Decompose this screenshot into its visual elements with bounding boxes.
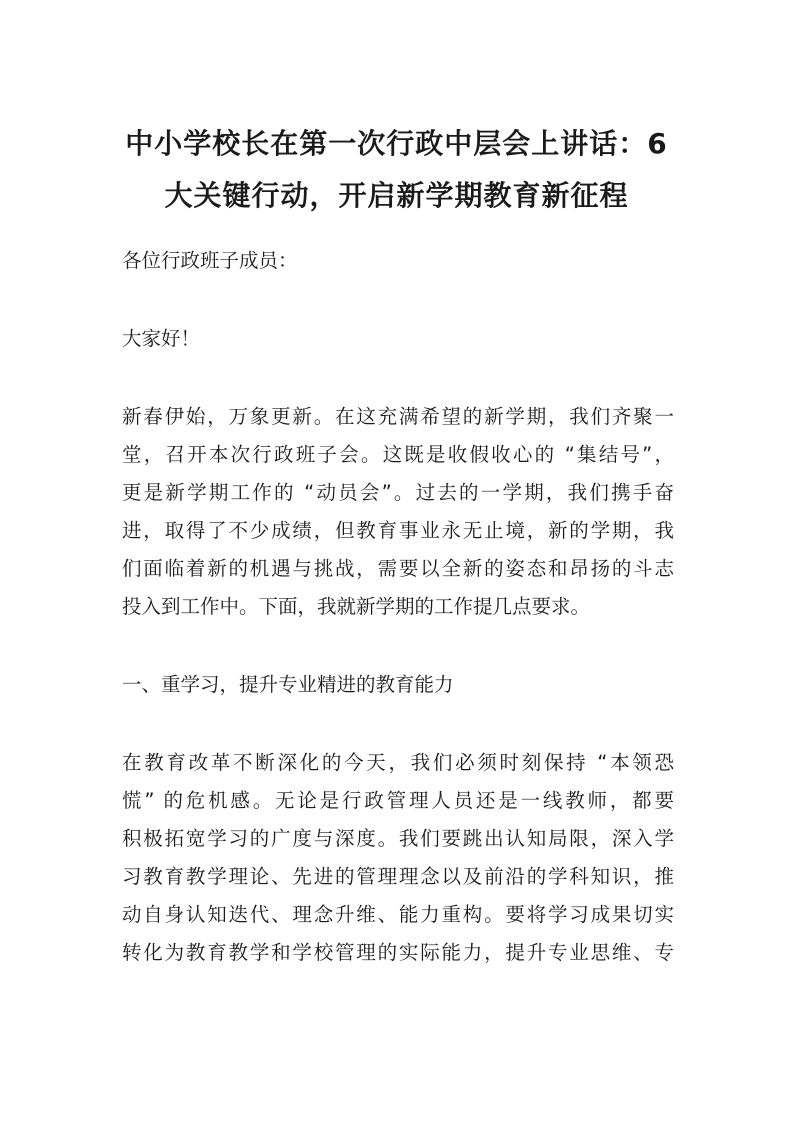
paragraph-line: 投入到工作中。下面，我就新学期的工作提几点要求。	[122, 595, 591, 618]
paragraph-line: 进，取得了不少成绩，但教育事业永无止境，新的学期，我	[122, 519, 674, 542]
document-title	[100, 118, 693, 222]
salutation: 各位行政班子成员：	[122, 249, 298, 272]
paragraph-line: 转化为教育教学和学校管理的实际能力，提升专业思维、专	[122, 941, 674, 964]
paragraph-line: 新春伊始，万象更新。在这充满希望的新学期，我们齐聚一	[122, 405, 674, 428]
title-line: 中小学校长在第一次行政中层会上讲话：6	[125, 127, 668, 160]
paragraph-line: 们面临着新的机遇与挑战，需要以全新的姿态和昂扬的斗志	[122, 557, 674, 580]
section-heading: 一、重学习，提升专业精进的教育能力	[122, 673, 454, 696]
greeting: 大家好！	[122, 327, 201, 350]
intro-paragraph	[122, 398, 674, 626]
title-line: 大关键行动，开启新学期教育新征程	[164, 179, 629, 212]
paragraph-line: 慌” 的危机感。无论是行政管理人员还是一线教师，都要	[122, 789, 674, 812]
paragraph-line: 动自身认知迭代、理念升维、能力重构。要将学习成果切实	[122, 903, 674, 926]
paragraph-line: 在教育改革不断深化的今天，我们必须时刻保持 “本领恐	[122, 751, 674, 774]
paragraph-line: 更是新学期工作的 “动员会”。过去的一学期，我们携手奋	[122, 481, 674, 504]
paragraph-line: 习教育教学理论、先进的管理理念以及前沿的学科知识，推	[122, 865, 674, 888]
paragraph-line: 积极拓宽学习的广度与深度。我们要跳出认知局限，深入学	[122, 827, 674, 850]
paragraph-line: 堂，召开本次行政班子会。这既是收假收心的 “集结号”，	[122, 443, 674, 466]
document-body	[122, 242, 674, 972]
section-paragraph	[122, 744, 674, 972]
